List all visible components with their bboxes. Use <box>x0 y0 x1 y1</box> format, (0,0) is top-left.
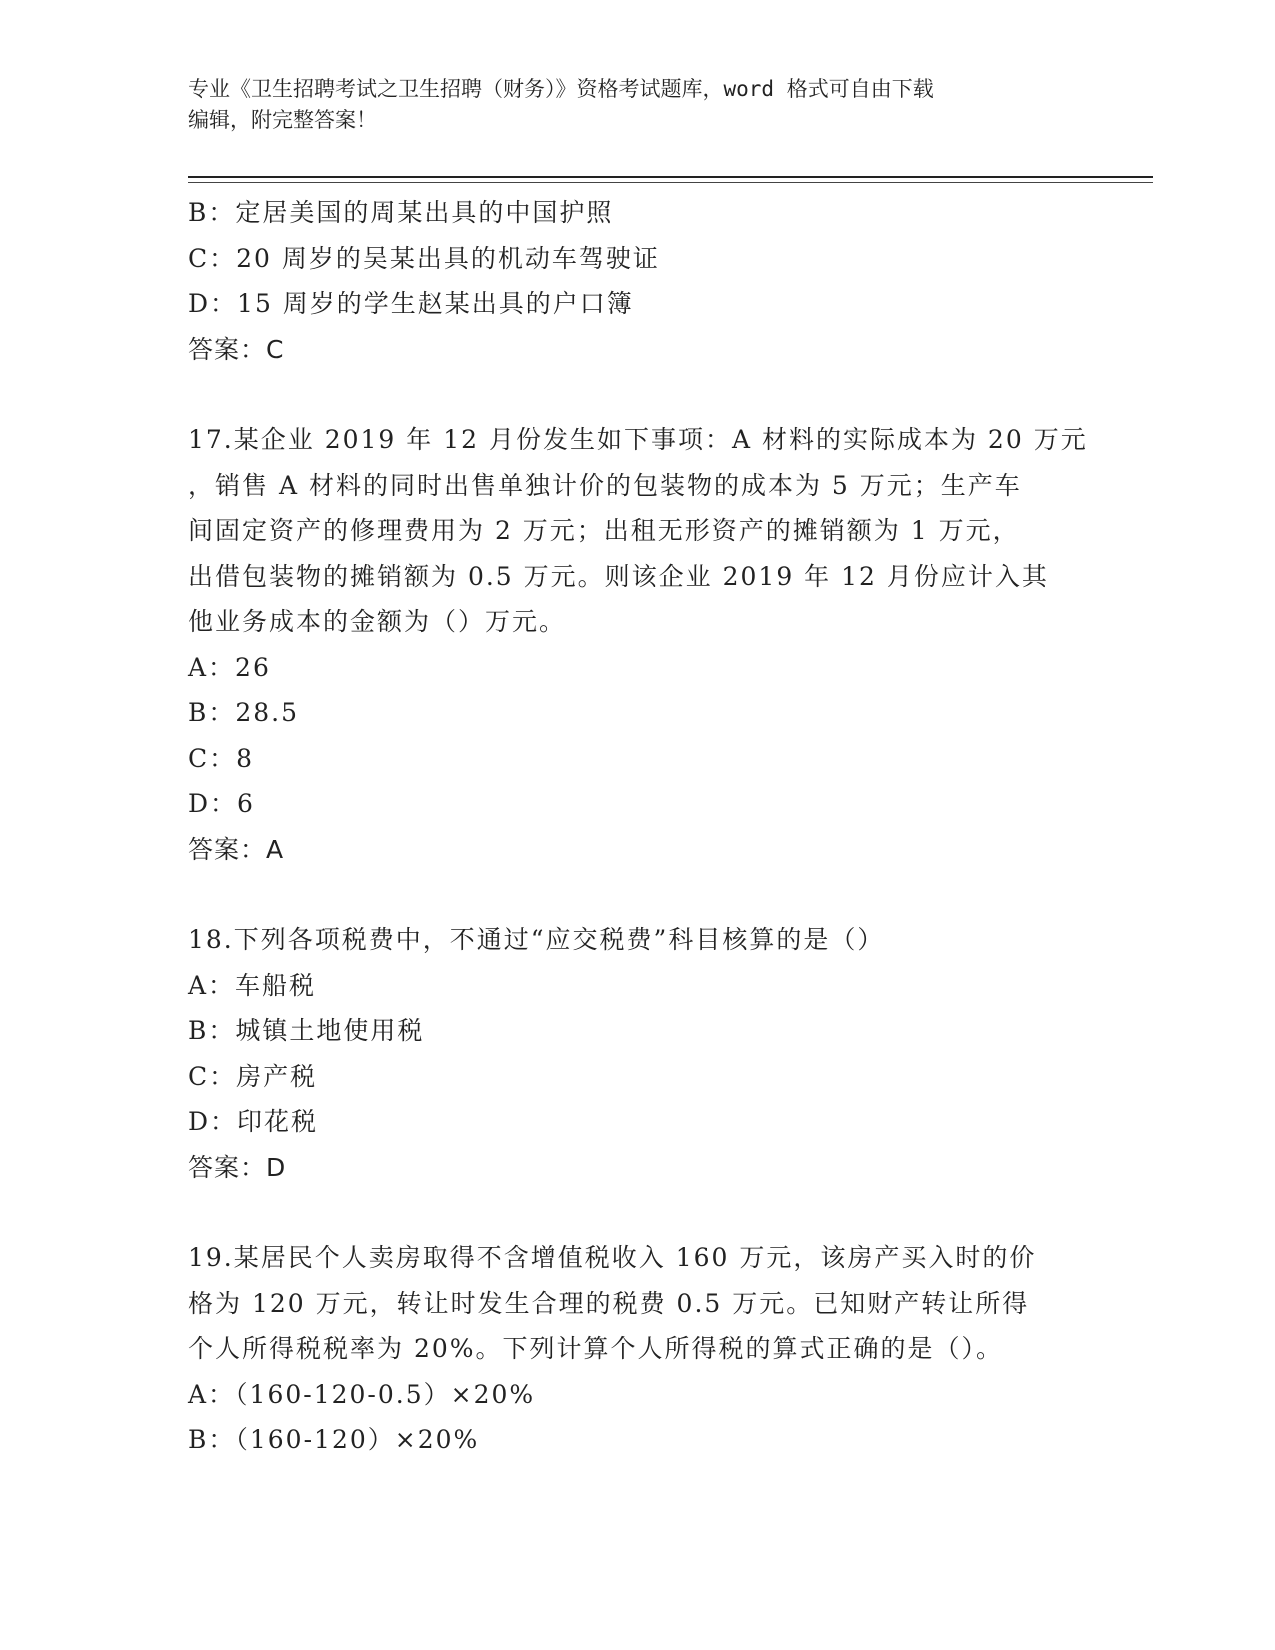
question-16-tail <box>188 190 1088 372</box>
question-text-line: 18.下列各项税费中，不通过“应交税费”科目核算的是（） <box>188 925 885 954</box>
option-b: B：（160-120）×20% <box>188 1425 480 1454</box>
option-a: A：车船税 <box>188 970 317 1000</box>
option-b: B：城镇土地使用税 <box>188 1016 425 1045</box>
question-text-line: 间固定资产的修理费用为 2 万元；出租无形资产的摊销额为 1 万元， <box>188 516 1020 545</box>
answer-line: 答案：D <box>188 1152 287 1182</box>
question-text-line: 他业务成本的金额为（）万元。 <box>188 607 567 636</box>
header-divider-thick <box>188 176 1153 178</box>
option-c: C：房产税 <box>188 1061 318 1091</box>
option-a: A：（160-120-0.5）×20% <box>188 1379 536 1409</box>
question-text-line: 格为 120 万元，转让时发生合理的税费 0.5 万元。已知财产转让所得 <box>188 1288 1030 1318</box>
option-d: D：15 周岁的学生赵某出具的户口簿 <box>188 289 634 318</box>
option-a: A：26 <box>188 652 271 682</box>
header-line-1: 专业《卫生招聘考试之卫生招聘（财务）》资格考试题库，word 格式可自由下载 <box>188 77 934 101</box>
answer-line: 答案：A <box>188 834 285 864</box>
question-text-line: 19.某居民个人卖房取得不含增值税收入 160 万元，该房产买入时的价 <box>188 1243 1037 1272</box>
question-17 <box>188 417 1088 872</box>
document-header <box>188 74 1088 136</box>
question-list <box>188 190 1088 1463</box>
option-d: D：印花税 <box>188 1107 319 1136</box>
question-19 <box>188 1235 1088 1463</box>
answer-line: 答案：C <box>188 334 285 364</box>
question-text-line: ，销售 A 材料的同时出售单独计价的包装物的成本为 5 万元；生产车 <box>188 470 1022 500</box>
header-divider-thin <box>188 182 1153 183</box>
option-b: B：28.5 <box>188 698 300 727</box>
option-b: B：定居美国的周某出具的中国护照 <box>188 198 614 227</box>
question-text-line: 17.某企业 2019 年 12 月份发生如下事项：A 材料的实际成本为 20 万元 <box>188 425 1088 454</box>
option-c: C：20 周岁的吴某出具的机动车驾驶证 <box>188 243 660 273</box>
option-c: C：8 <box>188 743 255 773</box>
question-18 <box>188 917 1088 1190</box>
question-text-line: 出借包装物的摊销额为 0.5 万元。则该企业 2019 年 12 月份应计入其 <box>188 561 1049 591</box>
question-text-line: 个人所得税税率为 20%。下列计算个人所得税的算式正确的是（）。 <box>188 1334 1004 1363</box>
option-d: D：6 <box>188 789 255 818</box>
header-line-2: 编辑，附完整答案！ <box>188 108 377 132</box>
